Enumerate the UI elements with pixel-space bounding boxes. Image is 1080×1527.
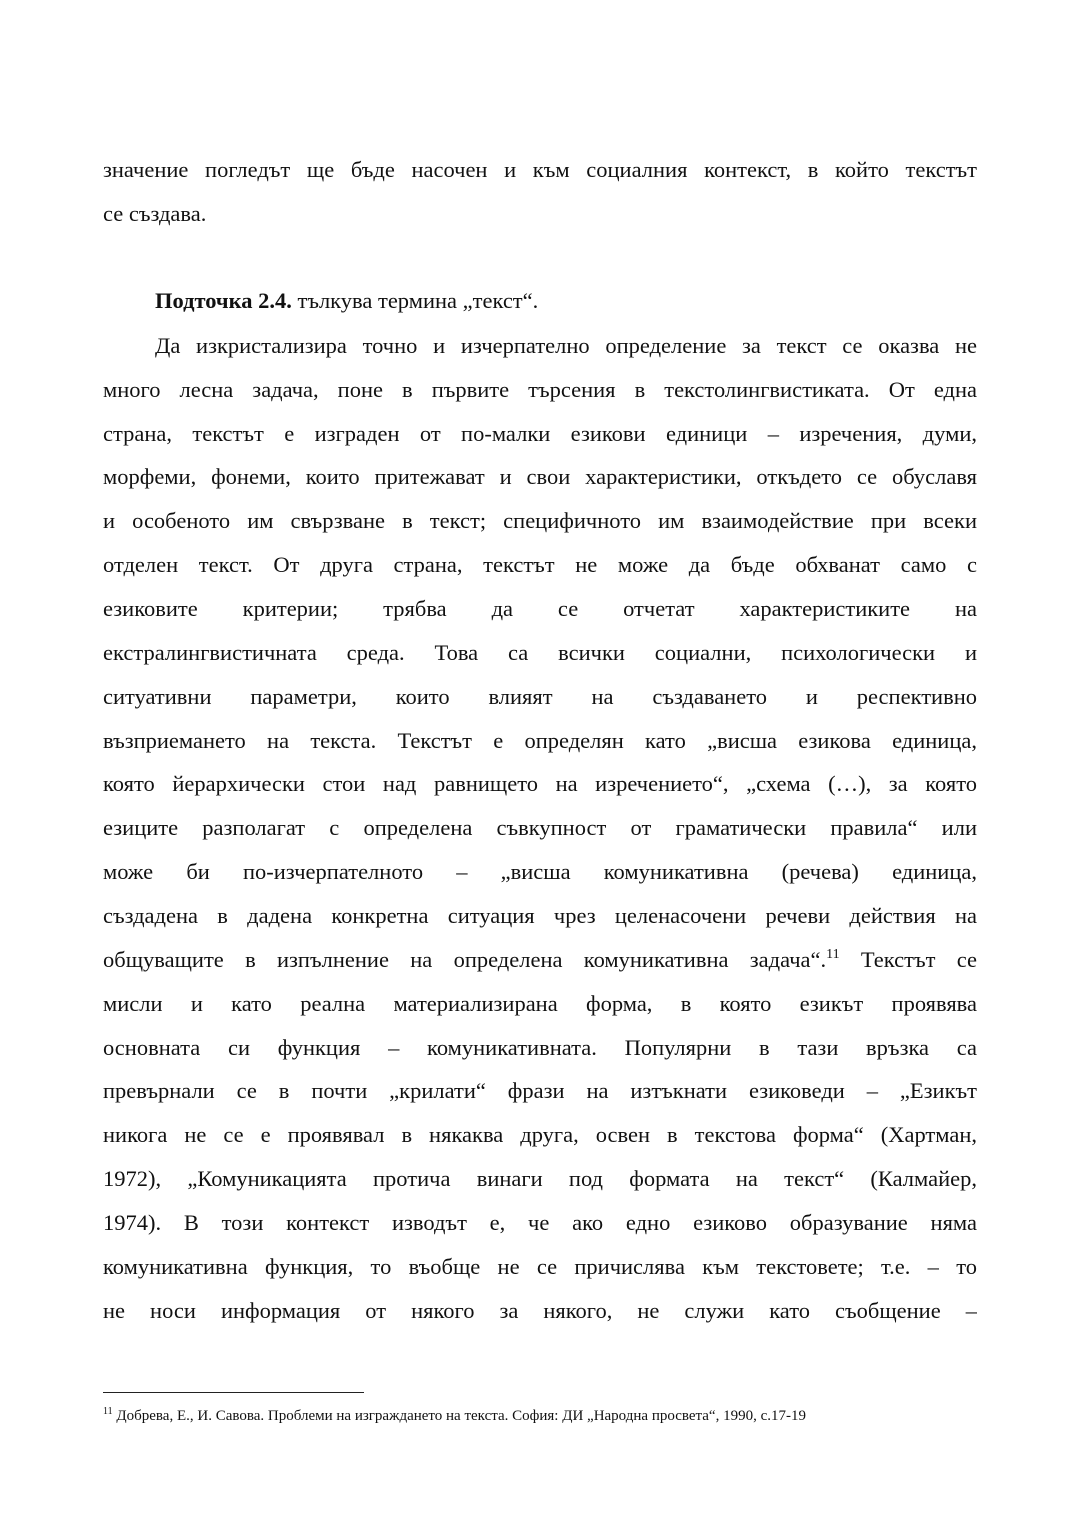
subsection-heading — [155, 286, 977, 316]
paragraph-line: Да изкристализира точно и изчерпателно определение за текст се оказва не — [155, 333, 977, 358]
footnote-text: Добрева, Е., И. Савова. Проблеми на изграждането на текста. София: ДИ „Народна просвета“, 1990, с.17-19 — [112, 1408, 806, 1424]
paragraph-line: може би по-изчерпателното – „висша комуникативна (речева) единица, — [103, 859, 977, 884]
paragraph-line: създадена в дадена конкретна ситуация чрез целенасочени речеви действия на — [103, 903, 977, 928]
paragraph-line: мисли и като реална материализирана форма, в която езикът проявява — [103, 991, 977, 1016]
footnote-separator — [103, 1392, 364, 1393]
paragraph-line: 1972), „Комуникацията протича винаги под формата на текст“ (Калмайер, — [103, 1166, 977, 1191]
line-text: Текстът се — [839, 947, 977, 972]
paragraph-line: 1974). В този контекст изводът е, че ако едно езиково образувание няма — [103, 1210, 977, 1235]
paragraph-line: страна, текстът е изграден от по-малки езикови единици – изречения, думи, — [103, 421, 977, 446]
subsection-label: Подточка 2.4. — [155, 288, 292, 313]
line-text: общуващите в изпълнение на определена комуникативна задача“. — [103, 947, 827, 972]
paragraph-line: основната си функция – комуникативната. Популярни в тази връзка са — [103, 1035, 977, 1060]
paragraph-line: отделен текст. От друга страна, текстът не може да бъде обхванат само с — [103, 552, 977, 577]
paragraph-line: се създава. — [103, 201, 207, 226]
paragraph-line: която йерархически стои над равнището на изречението“, „схема (…), за която — [103, 771, 977, 796]
paragraph-line: морфеми, фонеми, които притежават и свои характеристики, откъдето се обуславя — [103, 464, 977, 489]
paragraph-line: ситуативни параметри, които влияят на създаването и респективно — [103, 684, 977, 709]
paragraph-line: превърнали се в почти „крилати“ фрази на изтъкнати езиковеди – „Езикът — [103, 1078, 977, 1103]
paragraph-line: и особеното им свързване в текст; специфичното им взаимодействие при всеки — [103, 508, 977, 533]
footnote-number: 11 — [103, 1406, 113, 1417]
footnote — [103, 1406, 1003, 1426]
paragraph-line: екстралингвистичната среда. Това са всички социални, психологически и — [103, 640, 977, 665]
paragraph-line-with-footnote — [103, 945, 977, 975]
paragraph-line: езиците разполагат с определена съвкупност от граматически правила“ или — [103, 815, 977, 840]
paragraph-line: комуникативна функция, то въобще не се причислява към текстовете; т.е. – то — [103, 1254, 977, 1279]
paragraph-line: езиковите критерии; трябва да се отчетат характеристиките на — [103, 596, 977, 621]
subsection-text: тълкува термина „текст“. — [291, 288, 539, 313]
paragraph-line: не носи информация от някого за някого, не служи като съобщение – — [103, 1298, 977, 1323]
paragraph-line: никога не се е проявявал в някаква друга, освен в текстова форма“ (Хартман, — [103, 1122, 977, 1147]
footnote-reference: 11 — [826, 947, 840, 962]
paragraph-line: възприемането на текста. Текстът е определян като „висша езикова единица, — [103, 728, 977, 753]
paragraph-line: много лесна задача, поне в първите търсения в текстолингвистиката. От една — [103, 377, 977, 402]
paragraph-line: значение погледът ще бъде насочен и към социалния контекст, в който текстът — [103, 157, 977, 182]
